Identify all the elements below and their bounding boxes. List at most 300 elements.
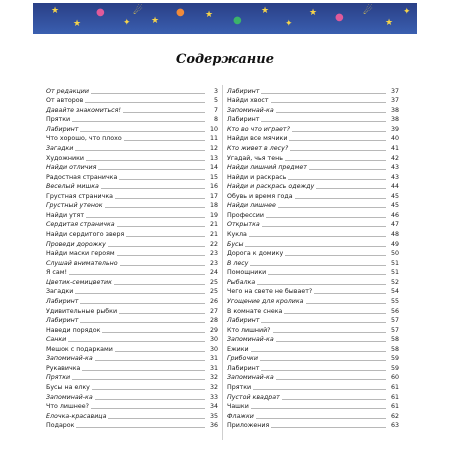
toc-leader-line <box>95 398 205 400</box>
toc-entry-page: 41 <box>390 144 399 152</box>
toc-entry-title: Лабиринт <box>46 297 79 305</box>
toc-entry-page: 56 <box>390 307 399 315</box>
toc-entry <box>227 171 399 181</box>
toc-entry <box>46 238 218 248</box>
toc-entry <box>227 286 399 296</box>
toc-entry-title: Подарок <box>46 422 75 430</box>
toc-entry <box>227 420 399 430</box>
toc-entry <box>46 372 218 382</box>
star-icon: ✦ <box>285 19 293 29</box>
toc-leader-line <box>75 149 205 151</box>
toc-entry-page: 32 <box>209 374 218 382</box>
star-icon: ★ <box>151 16 160 26</box>
toc-entry <box>227 104 399 114</box>
toc-entry-title: Лабиринт <box>46 125 79 133</box>
toc-entry-page: 13 <box>209 154 218 162</box>
column-divider <box>222 85 223 440</box>
toc-entry <box>46 123 218 133</box>
toc-entry-title: Санки <box>46 336 67 344</box>
toc-entry <box>46 171 218 181</box>
toc-entry-title: Кто во что играет? <box>227 125 290 133</box>
toc-entry-title: Профессии <box>227 211 264 219</box>
toc-entry <box>227 219 399 229</box>
toc-leader-line <box>114 283 205 285</box>
toc-entry <box>227 324 399 334</box>
toc-entry <box>46 324 218 334</box>
toc-entry-title: Чашки <box>227 403 249 411</box>
toc-entry-page: 19 <box>209 211 218 219</box>
toc-leader-line <box>273 331 386 333</box>
toc-entry-title: Угощение для кролика <box>227 297 304 305</box>
toc-entry-title: Я сам! <box>46 269 67 277</box>
toc-entry <box>46 85 218 95</box>
toc-leader-line <box>276 340 386 342</box>
toc-leader-line <box>120 264 205 266</box>
toc-leader-line <box>86 216 205 218</box>
toc-entry-title: Бусы <box>227 240 244 248</box>
toc-leader-line <box>72 120 205 122</box>
toc-entry-page: 43 <box>390 164 399 172</box>
toc-entry <box>227 142 399 152</box>
toc-leader-line <box>257 283 386 285</box>
toc-entry-page: 45 <box>390 192 399 200</box>
toc-entry-page: 48 <box>390 231 399 238</box>
toc-entry-title: Рыбалка <box>227 278 256 286</box>
toc-entry <box>227 372 399 382</box>
toc-entry-title: Прятки <box>46 374 71 382</box>
toc-leader-line <box>278 206 386 208</box>
toc-entry-title: Запоминай-ка <box>227 106 274 114</box>
toc-leader-line <box>119 178 205 180</box>
toc-leader-line <box>284 312 386 314</box>
toc-entry-page: 25 <box>209 288 218 296</box>
toc-entry-title: От авторов <box>46 97 84 105</box>
toc-leader-line <box>119 312 205 314</box>
toc-entry <box>227 228 399 238</box>
toc-entry-title: Найди маски героям <box>46 250 115 258</box>
toc-leader-line <box>253 388 386 390</box>
toc-leader-line <box>124 139 205 141</box>
toc-entry-page: 61 <box>390 384 399 391</box>
toc-entry-page: 8 <box>213 116 218 124</box>
toc-entry-title: Лабиринт <box>227 364 260 372</box>
toc-entry-page: 63 <box>390 422 399 430</box>
toc-entry-page: 45 <box>390 202 399 210</box>
toc-entry <box>46 228 218 238</box>
toc-leader-line <box>80 321 205 323</box>
toc-leader-line <box>91 407 205 409</box>
toc-leader-line <box>261 321 386 323</box>
toc-entry <box>227 248 399 258</box>
toc-entry-title: Мешок с подарками <box>46 345 113 353</box>
toc-entry <box>227 162 399 172</box>
toc-entry-page: 30 <box>209 336 218 344</box>
toc-entry <box>46 401 218 411</box>
toc-entry-page: 18 <box>209 202 218 210</box>
toc-leader-line <box>251 350 386 352</box>
toc-entry-page: 42 <box>390 154 399 162</box>
toc-leader-line <box>262 225 386 227</box>
toc-entry-title: Грустная страничка <box>46 192 114 200</box>
toc-leader-line <box>105 206 205 208</box>
toc-leader-line <box>108 417 205 419</box>
toc-entry <box>46 381 218 391</box>
toc-leader-line <box>271 101 386 103</box>
header-banner <box>33 3 417 34</box>
planet-icon: ● <box>335 12 344 23</box>
toc-leader-line <box>292 130 386 132</box>
toc-entry-page: 38 <box>390 116 399 124</box>
toc-entry <box>46 95 218 105</box>
toc-leader-line <box>285 254 386 256</box>
toc-leader-line <box>288 178 386 180</box>
toc-entry-title: Удивительные рыбки <box>46 307 118 315</box>
comet-icon: ☄ <box>363 4 373 17</box>
toc-leader-line <box>251 407 386 409</box>
toc-leader-line <box>260 359 386 361</box>
toc-entry-page: 24 <box>209 269 218 277</box>
toc-leader-line <box>261 92 386 94</box>
toc-leader-line <box>314 292 386 294</box>
star-icon: ★ <box>261 6 270 16</box>
star-icon: ✦ <box>123 18 131 28</box>
toc-leader-line <box>69 273 205 275</box>
toc-leader-line <box>268 273 386 275</box>
toc-entry-title: Найди все мячики <box>227 135 288 143</box>
toc-entry <box>46 152 218 162</box>
toc-entry-page: 31 <box>209 364 218 372</box>
toc-entry-page: 33 <box>209 393 218 401</box>
toc-entry-title: Кто живет в лесу? <box>227 144 289 152</box>
toc-entry-page: 59 <box>390 364 399 372</box>
toc-entry-title: Кукла <box>227 231 247 238</box>
toc-entry-page: 29 <box>209 326 218 334</box>
toc-leader-line <box>72 378 205 380</box>
toc-entry-title: От редакции <box>46 87 89 95</box>
toc-entry-title: Дорога к домику <box>227 250 284 258</box>
toc-entry <box>227 305 399 315</box>
toc-entry-title: Флажки <box>227 412 254 420</box>
toc-entry <box>227 276 399 286</box>
toc-entry-page: 54 <box>390 288 399 296</box>
toc-entry-title: Запоминай-ка <box>227 374 274 382</box>
toc-entry-page: 52 <box>390 278 399 286</box>
toc-leader-line <box>245 245 386 247</box>
planet-icon: ● <box>233 15 242 26</box>
toc-leader-line <box>117 254 205 256</box>
toc-leader-line <box>102 331 205 333</box>
toc-entry-title: Найди и раскрась одежду <box>227 183 315 191</box>
toc-entry <box>46 391 218 401</box>
toc-entry <box>46 209 218 219</box>
toc-entry-title: Запоминай-ка <box>46 355 93 363</box>
toc-entry <box>46 295 218 305</box>
toc-entry-page: 37 <box>390 97 399 105</box>
toc-entry <box>227 200 399 210</box>
toc-entry <box>227 315 399 325</box>
toc-entry-page: 60 <box>390 374 399 382</box>
toc-leader-line <box>306 302 387 304</box>
toc-entry-title: Цветик-семицветик <box>46 278 112 286</box>
toc-entry <box>227 238 399 248</box>
toc-entry-page: 11 <box>209 135 218 143</box>
toc-entry <box>46 133 218 143</box>
toc-leader-line <box>256 417 386 419</box>
toc-entry <box>227 123 399 133</box>
toc-entry <box>46 248 218 258</box>
toc-entry-page: 15 <box>209 173 218 181</box>
toc-entry <box>227 95 399 105</box>
toc-entry <box>227 353 399 363</box>
toc-entry-page: 31 <box>209 355 218 363</box>
toc-entry-title: Веселый мишка <box>46 183 99 191</box>
toc-entry-page: 22 <box>209 240 218 248</box>
toc-entry-page: 51 <box>390 259 399 267</box>
toc-leader-line <box>123 111 205 113</box>
toc-entry <box>46 267 218 277</box>
toc-entry-page: 46 <box>390 211 399 219</box>
toc-right-column <box>227 85 399 429</box>
toc-entry-title: Что хорошо, что плохо <box>46 135 122 143</box>
toc-entry-page: 21 <box>209 231 218 238</box>
toc-entry <box>227 267 399 277</box>
toc-entry-page: 17 <box>209 192 218 200</box>
toc-leader-line <box>261 120 386 122</box>
star-icon: ★ <box>51 6 60 16</box>
toc-entry-page: 55 <box>390 297 399 305</box>
toc-entry-page: 5 <box>213 97 218 105</box>
toc-entry <box>227 133 399 143</box>
toc-entry-title: Найди сердитого зверя <box>46 231 125 238</box>
toc-entry-title: Загадки <box>46 288 74 296</box>
toc-entry <box>227 209 399 219</box>
toc-entry-page: 32 <box>209 384 218 391</box>
toc-leader-line <box>108 245 205 247</box>
toc-leader-line <box>95 359 205 361</box>
toc-entry-page: 40 <box>390 135 399 143</box>
comet-icon: ☄ <box>133 4 143 17</box>
toc-entry <box>227 401 399 411</box>
toc-entry-title: Помощники <box>227 269 267 277</box>
toc-leader-line <box>250 264 386 266</box>
toc-entry-page: 57 <box>390 326 399 334</box>
toc-leader-line <box>115 350 205 352</box>
toc-leader-line <box>92 388 205 390</box>
toc-leader-line <box>115 197 205 199</box>
toc-entry <box>46 305 218 315</box>
toc-leader-line <box>117 225 205 227</box>
toc-entry <box>46 420 218 430</box>
toc-entry-title: Найди лишний предмет <box>227 164 307 172</box>
toc-entry-page: 23 <box>209 250 218 258</box>
toc-entry <box>46 276 218 286</box>
toc-entry <box>227 181 399 191</box>
toc-leader-line <box>316 187 386 189</box>
toc-leader-line <box>68 340 205 342</box>
toc-entry-page: 62 <box>390 412 399 420</box>
toc-entry-title: Чего на свете не бывает? <box>227 288 313 296</box>
toc-leader-line <box>86 159 205 161</box>
toc-entry <box>227 334 399 344</box>
toc-entry-title: Лабиринт <box>227 317 260 325</box>
toc-entry-title: Проведи дорожку <box>46 240 106 248</box>
toc-entry-title: Найди и раскрась <box>227 173 287 181</box>
toc-entry-page: 28 <box>209 317 218 325</box>
toc-entry-title: Наведи порядок <box>46 326 101 334</box>
toc-leader-line <box>75 292 205 294</box>
toc-leader-line <box>276 111 386 113</box>
toc-entry-title: Кто лишний? <box>227 326 271 334</box>
toc-entry-page: 58 <box>390 345 399 353</box>
star-icon: ★ <box>205 10 214 20</box>
toc-entry-title: Давайте знакомиться! <box>46 106 121 114</box>
toc-entry-title: Запоминай-ка <box>227 336 274 344</box>
toc-entry-page: 26 <box>209 297 218 305</box>
toc-entry <box>46 190 218 200</box>
toc-leader-line <box>76 426 205 428</box>
toc-entry <box>46 410 218 420</box>
toc-entry-title: В лесу <box>227 259 249 267</box>
star-icon: ★ <box>385 18 394 28</box>
toc-entry-page: 44 <box>390 183 399 191</box>
toc-entry-title: Найди лишнее <box>227 202 276 210</box>
toc-leader-line <box>82 369 205 371</box>
toc-leader-line <box>309 168 386 170</box>
toc-entry-page: 10 <box>209 125 218 133</box>
toc-entry <box>46 353 218 363</box>
toc-entry-title: Открытка <box>227 221 260 229</box>
toc-entry <box>46 200 218 210</box>
toc-entry-page: 37 <box>390 87 399 95</box>
toc-entry-title: Прятки <box>227 384 252 391</box>
toc-leader-line <box>282 398 386 400</box>
toc-entry-title: Художники <box>46 154 85 162</box>
toc-entry <box>227 295 399 305</box>
toc-leader-line <box>91 92 205 94</box>
toc-entry-title: В комнате снека <box>227 307 283 315</box>
toc-entry-title: Лабиринт <box>46 317 79 325</box>
toc-entry-title: Сердитая страничка <box>46 221 115 229</box>
star-icon: ★ <box>73 19 82 29</box>
toc-leader-line <box>295 197 386 199</box>
toc-entry-title: Лабиринт <box>227 116 260 124</box>
toc-entry-page: 58 <box>390 336 399 344</box>
toc-entry-page: 61 <box>390 403 399 411</box>
toc-entry-title: Рукавичка <box>46 364 81 372</box>
toc-entry <box>46 343 218 353</box>
toc-entry-page: 3 <box>213 87 218 95</box>
toc-leader-line <box>289 139 386 141</box>
toc-entry-title: Слушай внимательно <box>46 259 118 267</box>
toc-entry <box>46 334 218 344</box>
toc-entry-title: Обувь и время года <box>227 192 293 200</box>
toc-leader-line <box>261 369 386 371</box>
toc-entry <box>227 190 399 200</box>
toc-entry <box>227 362 399 372</box>
star-icon: ★ <box>309 8 318 18</box>
toc-entry-page: 61 <box>390 393 399 401</box>
toc-entry <box>46 114 218 124</box>
toc-entry <box>227 391 399 401</box>
toc-leader-line <box>85 101 205 103</box>
toc-entry-page: 59 <box>390 355 399 363</box>
toc-leader-line <box>271 426 386 428</box>
page-title: Содержание <box>175 52 274 67</box>
toc-entry-title: Найди отличия <box>46 164 97 172</box>
toc-entry-title: Найди утят <box>46 211 84 219</box>
toc-entry <box>46 362 218 372</box>
toc-entry-page: 35 <box>209 412 218 420</box>
toc-entry <box>46 142 218 152</box>
toc-entry-title: Прятки <box>46 116 71 124</box>
toc-entry <box>46 219 218 229</box>
toc-entry-page: 36 <box>209 422 218 430</box>
toc-entry <box>46 162 218 172</box>
toc-entry <box>46 315 218 325</box>
toc-entry <box>227 381 399 391</box>
toc-leader-line <box>285 159 386 161</box>
star-icon: ✦ <box>403 7 411 17</box>
toc-entry-page: 38 <box>390 106 399 114</box>
toc-entry-page: 30 <box>209 345 218 353</box>
toc-entry <box>46 181 218 191</box>
toc-entry-page: 12 <box>209 144 218 152</box>
toc-entry-page: 50 <box>390 250 399 258</box>
toc-entry-title: Запоминай-ка <box>46 393 93 401</box>
toc-entry-title: Елочка-красавица <box>46 412 107 420</box>
toc-entry <box>227 410 399 420</box>
toc-entry <box>227 257 399 267</box>
toc-entry-page: 25 <box>209 278 218 286</box>
toc-entry-title: Угадай, чья тень <box>227 154 283 162</box>
toc-entry-title: Что лишнее? <box>46 403 89 411</box>
toc-entry-page: 49 <box>390 240 399 248</box>
toc-entry-page: 14 <box>209 164 218 172</box>
toc-leader-line <box>266 216 386 218</box>
toc-entry <box>227 85 399 95</box>
toc-entry <box>227 152 399 162</box>
toc-entry <box>46 104 218 114</box>
toc-entry-title: Ежики <box>227 345 249 353</box>
toc-entry-title: Лабиринт <box>227 87 260 95</box>
toc-entry-page: 21 <box>209 221 218 229</box>
toc-leader-line <box>101 187 205 189</box>
toc-entry-page: 23 <box>209 259 218 267</box>
toc-entry-page: 51 <box>390 269 399 277</box>
toc-entry-title: Приложения <box>227 422 270 430</box>
toc-entry-page: 47 <box>390 221 399 229</box>
toc-entry-page: 43 <box>390 173 399 181</box>
toc-leader-line <box>80 302 205 304</box>
toc-leader-line <box>126 235 205 237</box>
toc-leader-line <box>249 235 386 237</box>
toc-entry-title: Найди хвост <box>227 97 269 105</box>
toc-entry <box>227 343 399 353</box>
toc-leader-line <box>290 149 386 151</box>
toc-entry-title: Бусы на елку <box>46 384 90 391</box>
toc-entry-page: 57 <box>390 317 399 325</box>
toc-leader-line <box>80 130 205 132</box>
planet-icon: ● <box>176 7 185 18</box>
toc-entry-page: 34 <box>209 403 218 411</box>
toc-entry-page: 16 <box>209 183 218 191</box>
toc-entry-page: 27 <box>209 307 218 315</box>
toc-entry <box>227 114 399 124</box>
toc-left-column <box>46 85 218 429</box>
toc-entry <box>46 257 218 267</box>
toc-entry-title: Грибочки <box>227 355 258 363</box>
toc-entry-page: 39 <box>390 125 399 133</box>
